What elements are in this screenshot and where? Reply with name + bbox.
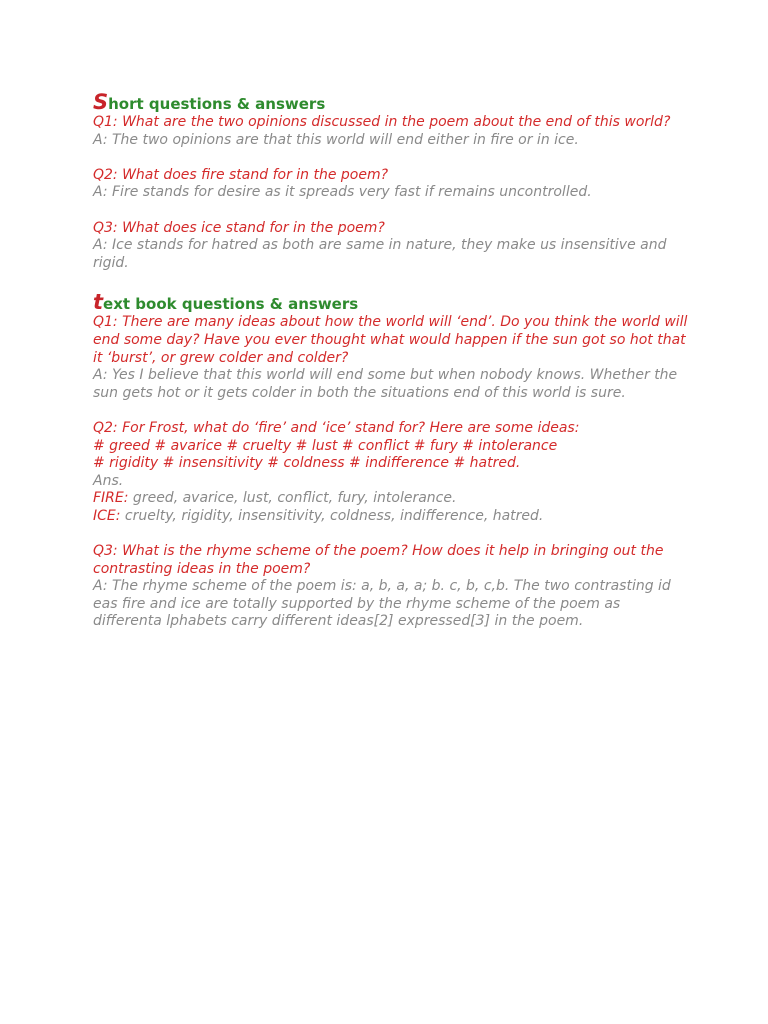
tb-question-2: Q2: For Frost, what do ‘fire’ and ‘ice’ stand for? Here are some ideas: (93, 419, 580, 436)
fire-label: FIRE: (93, 490, 129, 507)
heading-dropcap: S (93, 90, 109, 114)
document-page (93, 92, 693, 631)
ice-label: ICE: (93, 507, 121, 524)
tb-fire-answer (93, 490, 693, 508)
heading-dropcap: t (93, 290, 104, 315)
tb-ideas-line-1: # greed # avarice # cruelty # lust # conflict # fury # intolerance (93, 437, 558, 454)
tb-answer-3: A: The rhyme scheme of the poem is: a, b, a, a; b. c, b, c,b. The two contrasting id eas fire and ice are totally supported by the rhyme scheme of the poem as differenta lphabets carry different ideas[2] expressed[3] in the poem. (93, 578, 671, 630)
section-heading-short-questions (93, 92, 693, 114)
answer-3: A: Ice stands for hatred as both are same in nature, they make us insensitive and rigid. (93, 237, 667, 271)
answer-1: A: The two opinions are that this world will end either in fire or in ice. (93, 131, 579, 148)
fire-text: greed, avarice, lust, conflict, fury, intolerance. (128, 490, 457, 507)
spacer (93, 149, 693, 167)
answer-2: A: Fire stands for desire as it spreads very fast if remains uncontrolled. (93, 184, 592, 201)
question-2: Q2: What does fire stand for in the poem? (93, 166, 389, 183)
tb-ice-answer (93, 508, 693, 526)
tb-ans-label: Ans. (93, 472, 124, 489)
heading-title: ext book questions & answers (103, 295, 359, 314)
tb-question-1: Q1: There are many ideas about how the world will ‘end’. Do you think the world will end some day? Have you ever thought what would happen if the sun got so hot that it ‘burst’, or grew colder and colder? (93, 314, 688, 366)
spacer (93, 202, 693, 220)
section-heading-text-book (93, 292, 693, 314)
spacer (93, 402, 693, 420)
tb-answer-1: A: Yes I believe that this world will end some but when nobody knows. Whether the sun gets hot or it gets colder in both the situations end of this world is sure. (93, 367, 678, 401)
ice-text: cruelty, rigidity, insensitivity, coldness, indifference, hatred. (120, 507, 544, 524)
tb-ideas-line-2: # rigidity # insensitivity # coldness # indifference # hatred. (93, 455, 521, 472)
heading-title: hort questions & answers (108, 95, 326, 113)
spacer (93, 525, 693, 543)
question-3: Q3: What does ice stand for in the poem? (93, 219, 385, 236)
spacer (93, 272, 693, 292)
tb-question-3: Q3: What is the rhyme scheme of the poem? How does it help in bringing out the contrasting ideas in the poem? (93, 543, 664, 577)
question-1: Q1: What are the two opinions discussed in the poem about the end of this world? (93, 114, 671, 130)
